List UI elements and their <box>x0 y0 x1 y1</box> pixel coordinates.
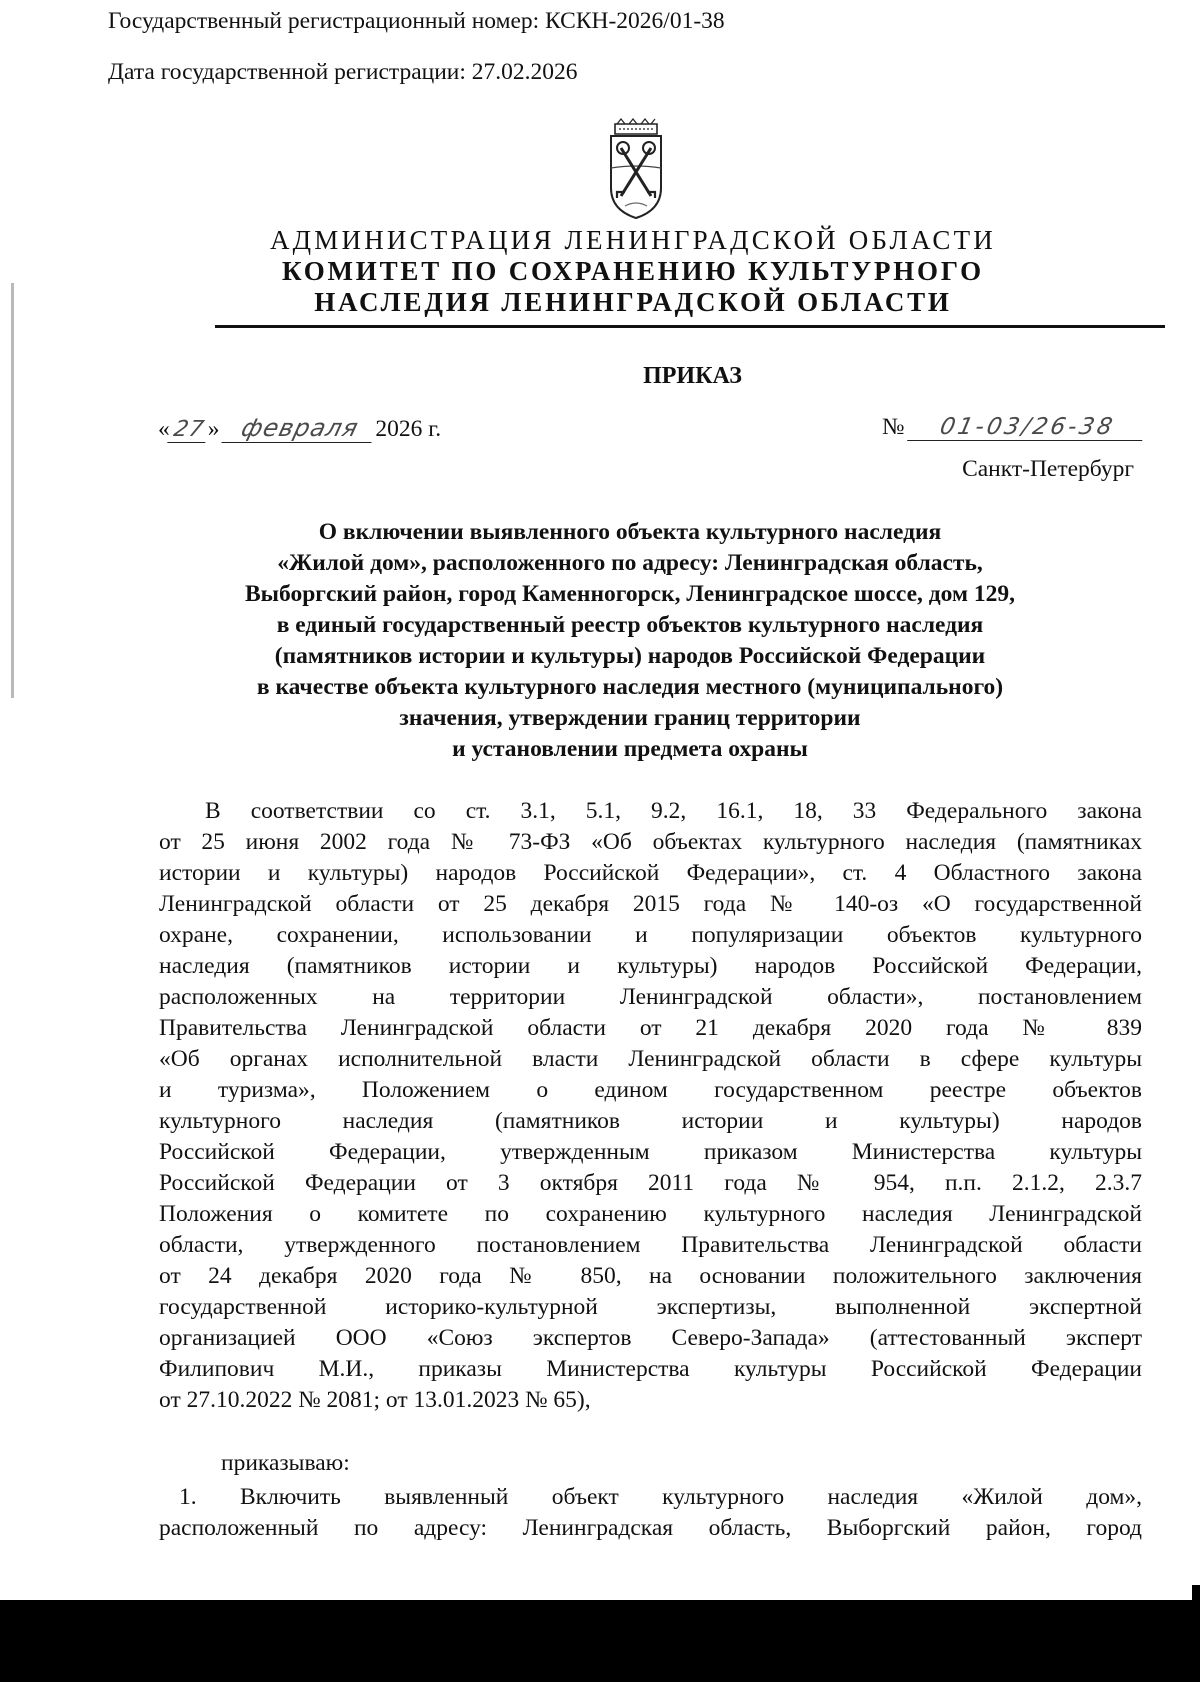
number-sign: № <box>882 414 905 440</box>
body-line: охране, сохранении, использовании и популяризации объектов культурного <box>159 922 1142 948</box>
document-type: ПРИКАЗ <box>643 363 742 389</box>
body-line: Филипович М.И., приказы Министерства культуры Российской Федерации <box>159 1356 1142 1382</box>
scan-edge-mark <box>1192 1585 1200 1605</box>
item-line: 1. Включить выявленный объект культурного наследия «Жилой дом», <box>179 1484 1142 1510</box>
title-line: (памятников истории и культуры) народов Российской Федерации <box>274 643 986 669</box>
date-open-quote: « <box>158 416 170 442</box>
date-year: 2026 г. <box>375 416 442 442</box>
title-line: значения, утверждении границ территории <box>399 705 861 731</box>
date-day-handwritten: 27 <box>167 417 211 443</box>
body-line: организацией ООО «Союз экспертов Северо-Запада» (аттестованный эксперт <box>159 1325 1142 1351</box>
date-close-quote: » <box>207 416 220 442</box>
document-title <box>150 517 1110 765</box>
date-month-handwritten: февраля <box>222 414 379 443</box>
body-line: Российской Федерации от 3 октября 2011 года № 954, п.п. 2.1.2, 2.3.7 <box>159 1170 1142 1196</box>
title-line: О включении выявленного объекта культурного наследия <box>318 519 942 545</box>
order-number <box>882 414 1145 441</box>
body-line: и туризма», Положением о едином государственном реестре объектов <box>159 1077 1142 1103</box>
order-item-1 <box>159 1482 1142 1544</box>
coat-of-arms-icon <box>603 118 669 222</box>
committee-name-line1: КОМИТЕТ ПО СОХРАНЕНИЮ КУЛЬТУРНОГО <box>282 256 984 286</box>
header-divider <box>215 325 1165 328</box>
title-line: в единый государственный реестр объектов культурного наследия <box>276 612 984 638</box>
title-line: Выборгский район, город Каменногорск, Ленинградское шоссе, дом 129, <box>244 581 1015 607</box>
body-line: расположенных на территории Ленинградской области», постановлением <box>159 984 1142 1010</box>
body-line: наследия (памятников истории и культуры) народов Российской Федерации, <box>159 953 1142 979</box>
body-line: культурного наследия (памятников истории и культуры) народов <box>159 1108 1142 1134</box>
scan-black-border <box>0 1600 1200 1682</box>
committee-name-line2: НАСЛЕДИЯ ЛЕНИНГРАДСКОЙ ОБЛАСТИ <box>314 287 952 317</box>
title-line: в качестве объекта культурного наследия местного (муниципального) <box>256 674 1004 700</box>
order-number-handwritten: 01-03/26-38 <box>907 414 1148 441</box>
body-line: области, утвержденного постановлением Правительства Ленинградской области <box>159 1232 1142 1258</box>
order-word: приказываю: <box>221 1450 350 1476</box>
body-line: от 24 декабря 2020 года № 850, на основании положительного заключения <box>159 1263 1142 1289</box>
body-line: «Об органах исполнительной власти Ленинградской области в сфере культуры <box>159 1046 1142 1072</box>
title-line: «Жилой дом», расположенного по адресу: Ленинградская область, <box>277 550 983 576</box>
title-line: и установлении предмета охраны <box>452 736 808 762</box>
body-line: от 27.10.2022 № 2081; от 13.01.2023 № 65), <box>159 1387 591 1413</box>
preamble-paragraph <box>159 796 1142 1416</box>
city: Санкт-Петербург <box>962 456 1134 482</box>
body-line: истории и культуры) народов Российской Федерации», ст. 4 Областного закона <box>159 860 1142 886</box>
scan-edge-mark <box>11 283 14 698</box>
order-date <box>158 414 441 443</box>
item-line: расположенный по адресу: Ленинградская область, Выборгский район, город <box>159 1515 1142 1541</box>
body-line: Положения о комитете по сохранению культурного наследия Ленинградской <box>159 1201 1142 1227</box>
body-line: Ленинградской области от 25 декабря 2015 года № 140-оз «О государственной <box>159 891 1142 917</box>
body-line: Российской Федерации, утвержденным приказом Министерства культуры <box>159 1139 1142 1165</box>
body-line: от 25 июня 2002 года № 73-ФЗ «Об объектах культурного наследия (памятниках <box>159 829 1142 855</box>
registration-date: Дата государственной регистрации: 27.02.2026 <box>108 59 578 85</box>
body-line: государственной историко-культурной экспертизы, выполненной экспертной <box>159 1294 1142 1320</box>
administration-name: АДМИНИСТРАЦИЯ ЛЕНИНГРАДСКОЙ ОБЛАСТИ <box>269 225 996 255</box>
body-line: В соответствии со ст. 3.1, 5.1, 9.2, 16.1, 18, 33 Федерального закона <box>205 798 1142 824</box>
body-line: Правительства Ленинградской области от 21 декабря 2020 года № 839 <box>159 1015 1142 1041</box>
registration-number: Государственный регистрационный номер: КСКН-2026/01-38 <box>108 8 725 34</box>
